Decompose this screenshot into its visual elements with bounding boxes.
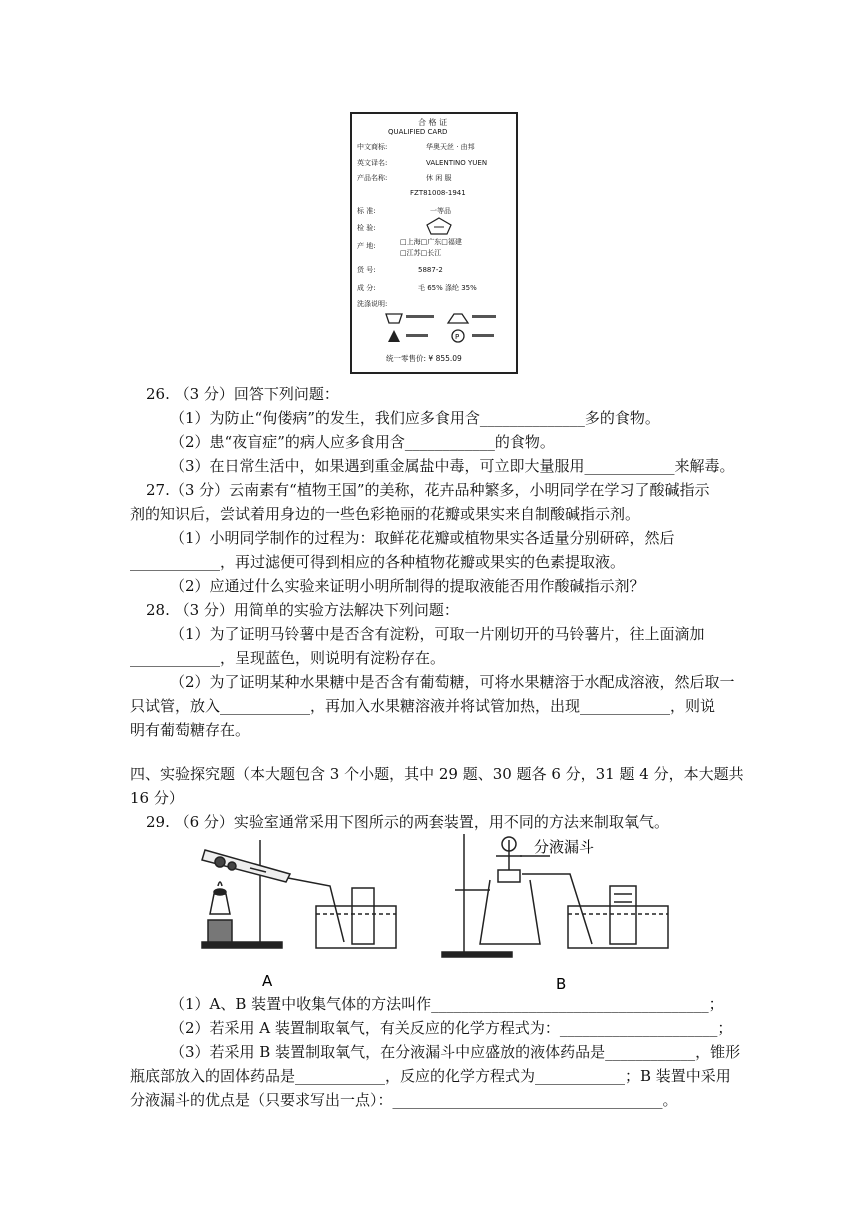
card-row-value: 5887-2	[418, 266, 443, 274]
svg-text:P: P	[455, 333, 460, 341]
apparatus-figure	[180, 834, 680, 1014]
card-row-value: □上海□广东□福建	[400, 238, 462, 246]
card-row-value: VALENTINO YUEN	[426, 159, 488, 167]
q27-part1-b: ____________，再过滤便可得到相应的各种植物花瓣或果实的色素提取液。	[130, 553, 626, 571]
q27-stem-1: 27.（3 分）云南素有“植物王国”的美称，花卉品种繁多，小明同学在学习了酸碱指示	[146, 481, 710, 499]
q28-stem: 28. （3 分）用简单的实验方法解决下列问题：	[146, 601, 459, 619]
q27-part1-a: （1）小明同学制作的过程为：取鲜花花瓣或植物果实各适量分别研碎，然后	[170, 529, 675, 547]
card-row-label: 成 分:	[357, 284, 376, 292]
q28-part1-a: （1）为了证明马铃薯中是否含有淀粉，可取一片刚切开的马铃薯片，往上面滴加	[170, 625, 705, 643]
q29-stem: 29. （6 分）实验室通常采用下图所示的两套装置，用不同的方法来制取氧气。	[146, 813, 669, 831]
q28-part2-b: 只试管，放入____________，再加入水果糖溶液并将试管加热，出现____________，则说	[130, 697, 716, 715]
card-row-label: 中文商标:	[357, 143, 388, 151]
q29-part3-a: （3）若采用 B 装置制取氧气，在分液漏斗中应盛放的液体药品是____________，锥形	[170, 1043, 741, 1061]
card-row-label: 产 地:	[357, 242, 376, 250]
q27-stem-2: 剂的知识后，尝试着用身边的一些色彩艳丽的花瓣或果实来自制酸碱指示剂。	[130, 505, 641, 523]
card-row-value: 华奥天丝 · 由邦	[426, 143, 475, 151]
q28-part2-a: （2）为了证明某种水果糖中是否含有葡萄糖，可将水果糖溶于水配成溶液，然后取一	[170, 673, 735, 691]
label-funnel: 分液漏斗	[534, 838, 595, 856]
card-row-label: 检 验:	[357, 224, 376, 232]
q28-part1-b: ____________，呈现蓝色，则说明有淀粉存在。	[130, 649, 446, 667]
section4-heading-2: 16 分）	[130, 789, 184, 807]
q29-part1: （1）A、B 装置中收集气体的方法叫作_____________________________________；	[170, 995, 724, 1013]
label-b: B	[556, 975, 567, 993]
label-a: A	[262, 972, 273, 990]
section4-heading-1: 四、实验探究题（本大题包含 3 个小题，其中 29 题、30 题各 6 分，31 题 4 分，本大题共	[130, 765, 744, 783]
q29-part3-b: 瓶底部放入的固体药品是____________，反应的化学方程式为____________；B 装置中采用	[130, 1067, 731, 1085]
inspection-pentagon-icon	[424, 216, 454, 236]
washing-symbols-icon	[382, 310, 502, 350]
card-row-value: 一等品	[430, 207, 451, 215]
card-row-value: FZT81008-1941	[410, 189, 466, 197]
card-row-value: □江苏□长江	[400, 249, 442, 257]
apparatus-a	[202, 840, 396, 948]
q26-part1: （1）为防止“佝偻病”的发生，我们应多食用含______________多的食物。	[170, 409, 660, 427]
card-title: 合 格 证	[418, 118, 448, 127]
q26-part2: （2）患“夜盲症”的病人应多食用含____________的食物。	[170, 433, 555, 451]
card-row-label: 产品名称:	[357, 174, 388, 182]
q29-part3-c: 分液漏斗的优点是（只要求写出一点）：____________________________________。	[130, 1091, 678, 1109]
q29-part2: （2）若采用 A 装置制取氧气，有关反应的化学方程式为：_____________________；	[170, 1019, 733, 1037]
card-row-label: 标 准:	[357, 207, 376, 215]
q28-part2-c: 明有葡萄糖存在。	[130, 721, 251, 739]
card-row-label: 货 号:	[357, 266, 376, 274]
card-subtitle: QUALIFIED CARD	[388, 128, 448, 136]
card-row-label: 英文译名:	[357, 159, 388, 167]
card-row-value: 毛 65% 涤纶 35%	[418, 284, 477, 292]
card-price: 统一零售价: ¥ 855.09	[386, 354, 462, 363]
q26-part3: （3）在日常生活中，如果遇到重金属盐中毒，可立即大量服用____________来解毒。	[170, 457, 735, 475]
card-row-label: 洗涤说明:	[357, 300, 388, 308]
card-row-value: 休 闲 服	[426, 174, 452, 182]
q27-part2: （2）应通过什么实验来证明小明所制得的提取液能否用作酸碱指示剂？	[170, 577, 645, 595]
qualified-card	[350, 112, 518, 374]
q26-stem: 26. （3 分）回答下列问题：	[146, 385, 339, 403]
